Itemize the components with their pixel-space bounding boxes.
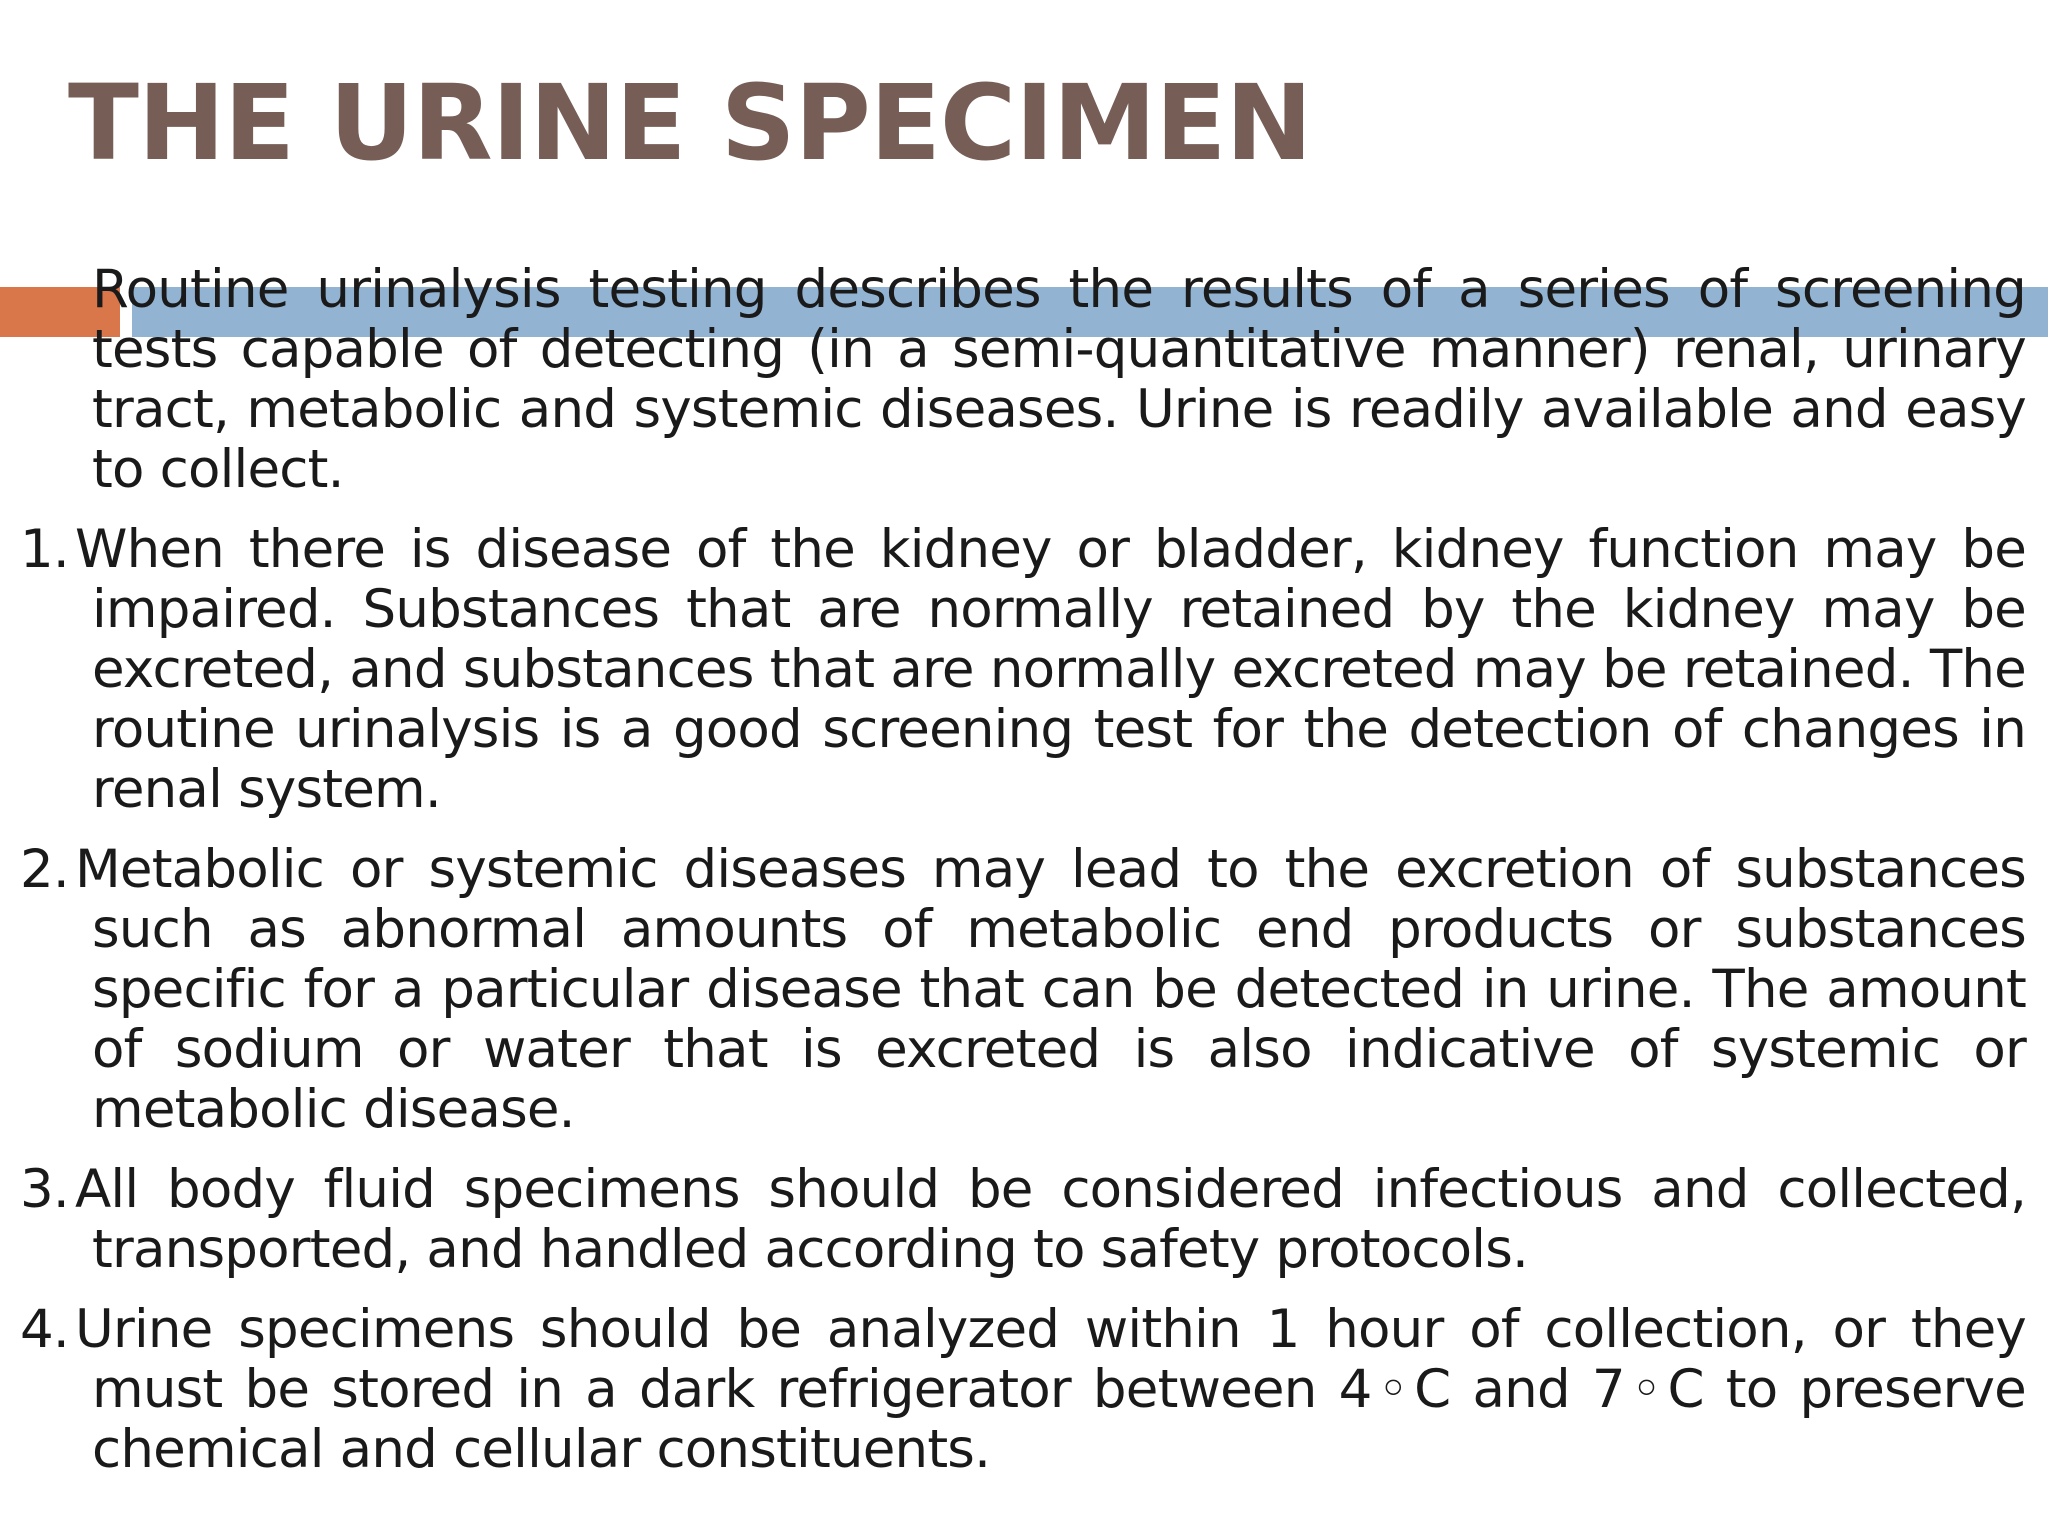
- list-item-1: [0, 520, 2026, 820]
- list-item-text: When there is disease of the kidney or bladder, kidney function may be impaired. Substances that are normally retained by the kidney may be excreted, and substances that are normally excreted may be retained. The routine urinalysis is a good screening test for the detection of changes in renal system.: [74, 519, 2026, 820]
- list-number: 4.: [20, 1299, 69, 1360]
- slide-body: [0, 260, 2026, 1500]
- list-item-3: [0, 1160, 2026, 1280]
- list-number: 3.: [20, 1159, 69, 1220]
- list-item-text: All body fluid specimens should be considered infectious and collected, transported, and handled according to safety protocols.: [74, 1159, 2026, 1280]
- list-number: 2.: [20, 839, 69, 900]
- slide-title: THE URINE SPECIMEN: [68, 62, 1312, 184]
- list-item-4: [0, 1300, 2026, 1480]
- list-item-2: [0, 840, 2026, 1140]
- list-number: 1.: [20, 519, 69, 580]
- intro-paragraph: Routine urinalysis testing describes the results of a series of screening tests capable of detecting (in a semi-quantitative manner) renal, urinary tract, metabolic and systemic diseases. Urine is readily available and easy to collect.: [92, 259, 2026, 500]
- list-item-text: Metabolic or systemic diseases may lead to the excretion of substances such as abnormal amounts of metabolic end products or substances specific for a particular disease that can be detected in urine. The amount of sodium or water that is excreted is also indicative of systemic or metabolic disease.: [74, 839, 2026, 1140]
- list-item-text: Urine specimens should be analyzed within 1 hour of collection, or they must be stored in a dark refrigerator between 4◦C and 7◦C to preserve chemical and cellular constituents.: [74, 1299, 2026, 1480]
